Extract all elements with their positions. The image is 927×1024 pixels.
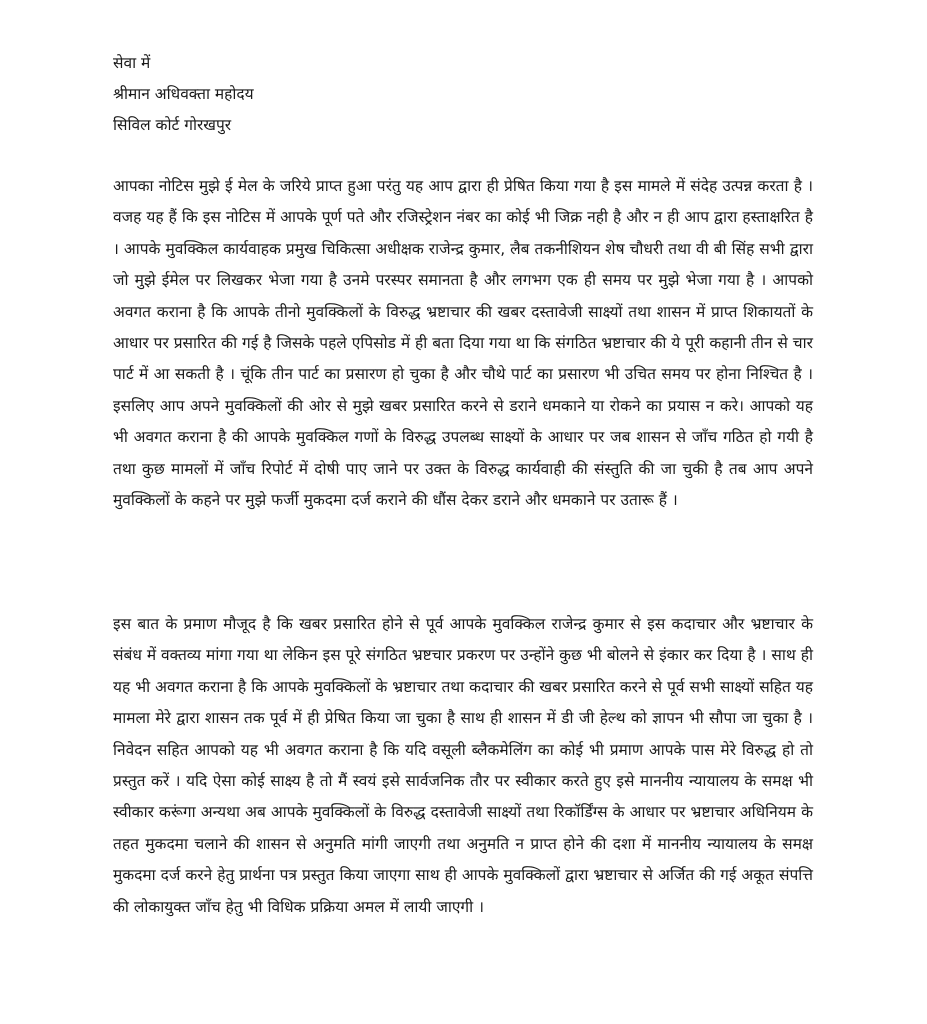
recipient-address [113,48,254,141]
body-paragraph-2: इस बात के प्रमाण मौजूद है कि खबर प्रसारित होने से पूर्व आपके मुवक्किल राजेन्द्र कुमार से इस कदाचार और भ्रष्टाचार के संबंध में वक्तव्य मांगा गया था लेकिन इस पूरे संगठित भ्रष्टचार प्रकरण पर उन्होंने कुछ भी बोलने से इंकार कर दिया है । साथ ही यह भी अवगत कराना है कि आपके मुवक्किलों के भ्रष्टाचार तथा कदाचार की खबर प्रसारित करने से पूर्व सभी साक्ष्यों सहित यह मामला मेरे द्वारा शासन तक पूर्व में ही प्रेषित किया जा चुका है साथ ही शासन में डी जी हेल्थ को ज्ञापन भी सौपा जा चुका है । निवेदन सहित आपको यह भी अवगत कराना है कि यदि वसूली ब्लैकमेलिंग का कोई भी प्रमाण आपके पास मेरे विरुद्ध हो तो प्रस्तुत करें । यदि ऐसा कोई साक्ष्य है तो मैं स्वयं इसे सार्वजनिक तौर पर स्वीकार करते हुए इसे माननीय न्यायालय के समक्ष भी स्वीकार करूंगा अन्यथा अब आपके मुवक्किलों के विरुद्ध दस्तावेजी साक्ष्यों तथा रिकॉर्डिंग्स के आधार पर भ्रष्टाचार अधिनियम के तहत मुकदमा चलाने की शासन से अनुमति मांगी जाएगी तथा अनुमति न प्राप्त होने की दशा में माननीय न्यायालय के समक्ष मुकदमा दर्ज करने हेतु प्रार्थना पत्र प्रस्तुत किया जाएगा साथ ही आपके मुवक्किलों द्वारा भ्रष्टाचार से अर्जित की गई अकूत संपत्ति की लोकायुक्त जाँच हेतु भी विधिक प्रक्रिया अमल में लायी जाएगी । [113,615,813,916]
salutation-line: सेवा में [113,54,151,72]
recipient-title-line: श्रीमान अधिवक्ता महोदय [113,85,254,103]
body-paragraph-1: आपका नोटिस मुझे ई मेल के जरिये प्राप्त हुआ परंतु यह आप द्वारा ही प्रेषित किया गया है इस मामले में संदेह उत्पन्न करता है । वजह यह हैं कि इस नोटिस में आपके पूर्ण पते और रजिस्ट्रेशन नंबर का कोई भी जिक्र नही है और न ही आप द्वारा हस्ताक्षरित है । आपके मुवक्किल कार्यवाहक प्रमुख चिकित्सा अधीक्षक राजेन्द्र कुमार, लैब तकनीशियन शेष चौधरी तथा वी बी सिंह सभी द्वारा जो मुझे ईमेल पर लिखकर भेजा गया है उनमे परस्पर समानता है और लगभग एक ही समय पर मुझे भेजा गया है । आपको अवगत कराना है कि आपके तीनो मुवक्किलों के विरुद्ध भ्रष्टाचार की खबर दस्तावेजी साक्ष्यों तथा शासन में प्राप्त शिकायतों के आधार पर प्रसारित की गई है जिसके पहले एपिसोड में ही बता दिया गया था कि संगठित भ्रष्टाचार की ये पूरी कहानी तीन से चार पार्ट में आ सकती है । चूंकि तीन पार्ट का प्रसारण हो चुका है और चौथे पार्ट का प्रसारण भी उचित समय पर होना निश्चित है । इसलिए आप अपने मुवक्किलों की ओर से मुझे खबर प्रसारित करने से डराने धमकाने या रोकने का प्रयास न करे। आपको यह भी अवगत कराना है की आपके मुवक्किल गणों के विरुद्ध उपलब्ध साक्ष्यों के आधार पर जब शासन से जाँच गठित हो गयी है तथा कुछ मामलों में जाँच रिपोर्ट में दोषी पाए जाने पर उक्त के विरुद्ध कार्यवाही की संस्तुति की जा चुकी है तब आप अपने मुवक्किलों के कहने पर मुझे फर्जी मुकदमा दर्ज कराने की धौंस देकर डराने और धमकाने पर उतारू हैं । [113,177,813,510]
recipient-court-line: सिविल कोर्ट गोरखपुर [113,116,232,134]
